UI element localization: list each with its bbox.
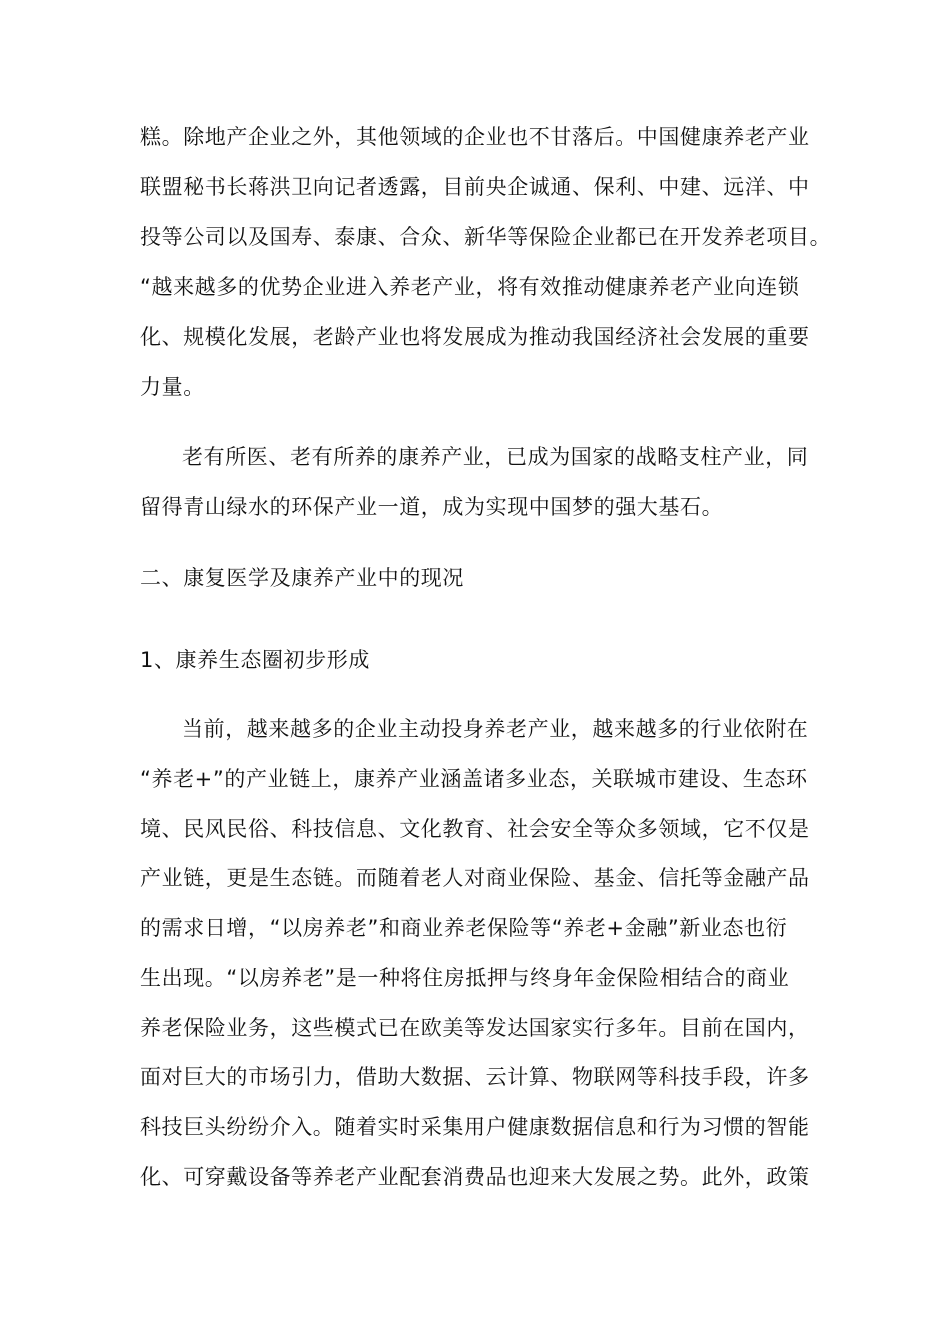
subsection-heading: 1、康养生态圈初步形成	[140, 648, 370, 672]
paragraph-line: 当前，越来越多的企业主动投身养老产业，越来越多的行业依附在	[182, 717, 809, 741]
paragraph-line: 力量。	[140, 375, 205, 399]
paragraph-line: 留得青山绿水的环保产业一道，成为实现中国梦的强大基石。	[140, 495, 724, 519]
paragraph-line: “养老+”的产业链上，康养产业涵盖诸多业态，关联城市建设、生态环	[140, 767, 808, 791]
paragraph-line: 化、规模化发展，老龄产业也将发展成为推动我国经济社会发展的重要	[140, 325, 810, 349]
paragraph-line: 糕。除地产企业之外，其他领域的企业也不甘落后。中国健康养老产业	[140, 125, 810, 149]
paragraph-line: 的需求日增，“以房养老”和商业养老保险等“养老+金融”新业态也衍	[140, 916, 788, 940]
paragraph-line: 生出现。“以房养老”是一种将住房抵押与终身年金保险相结合的商业	[140, 966, 790, 990]
paragraph-line: 科技巨头纷纷介入。随着实时采集用户健康数据信息和行为习惯的智能	[140, 1115, 810, 1139]
paragraph-line: 面对巨大的市场引力，借助大数据、云计算、物联网等科技手段，许多	[140, 1065, 810, 1089]
paragraph-line: “越来越多的优势企业进入养老产业，将有效推动健康养老产业向连锁	[140, 275, 800, 299]
section-heading: 二、康复医学及康养产业中的现况	[140, 566, 464, 590]
paragraph-line: 投等公司以及国寿、泰康、合众、新华等保险企业都已在开发养老项目。	[140, 225, 832, 249]
paragraph-line: 境、民风民俗、科技信息、文化教育、社会安全等众多领域，它不仅是	[140, 817, 810, 841]
paragraph-line: 化、可穿戴设备等养老产业配套消费品也迎来大发展之势。此外，政策	[140, 1165, 810, 1189]
paragraph-line: 联盟秘书长蒋洪卫向记者透露，目前央企诚通、保利、中建、远洋、中	[140, 175, 810, 199]
paragraph-line: 老有所医、老有所养的康养产业，已成为国家的战略支柱产业，同	[182, 445, 809, 469]
paragraph-line: 养老保险业务，这些模式已在欧美等发达国家实行多年。目前在国内，	[140, 1016, 810, 1040]
paragraph-line: 产业链，更是生态链。而随着老人对商业保险、基金、信托等金融产品	[140, 866, 810, 890]
